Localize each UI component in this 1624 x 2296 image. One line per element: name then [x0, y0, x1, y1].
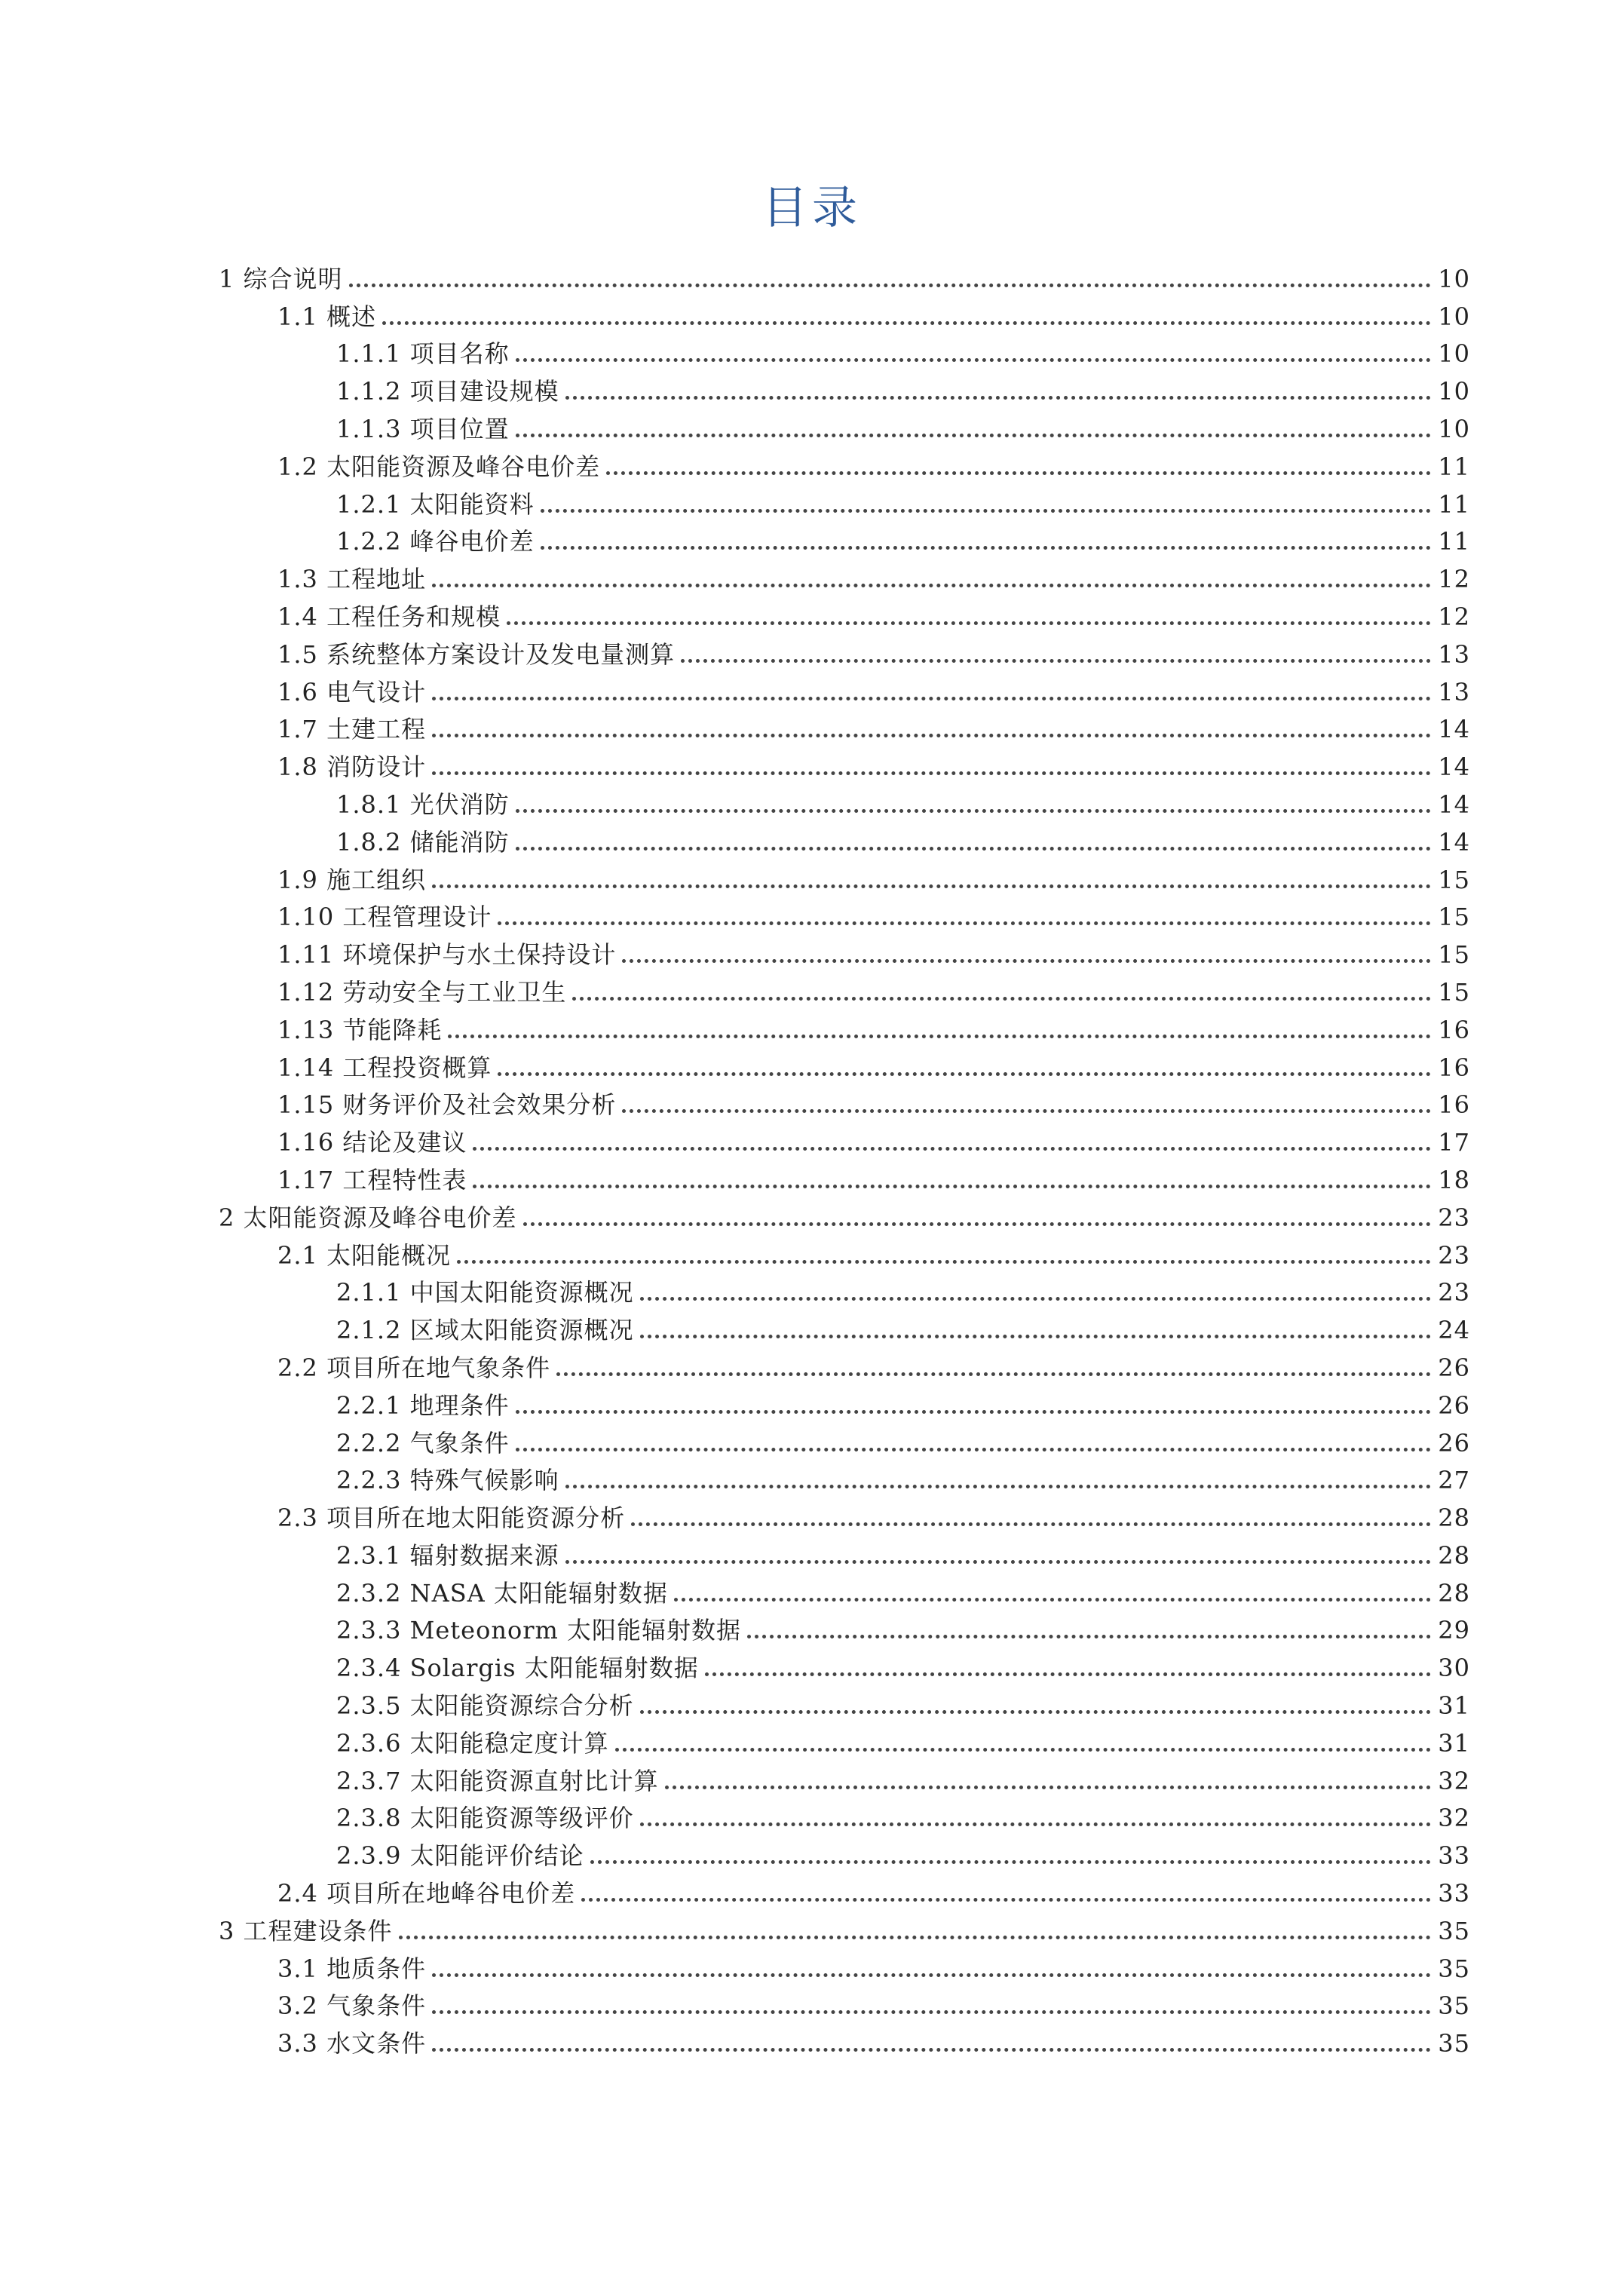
- toc-entry-page-number: 35: [1438, 2029, 1470, 2058]
- toc-entry-page-number: 17: [1438, 1128, 1470, 1157]
- toc-entry-page-number: 26: [1438, 1390, 1470, 1420]
- toc-entry-page-number: 35: [1438, 1916, 1470, 1945]
- toc-entry-page-number: 27: [1438, 1466, 1470, 1495]
- toc-dot-leader: [432, 564, 1431, 594]
- toc-dot-leader: [615, 1728, 1431, 1758]
- toc-entry[interactable]: [219, 1383, 1470, 1421]
- toc-entry[interactable]: [219, 369, 1470, 406]
- toc-entry-label: 1.16 结论及建议: [277, 1128, 467, 1157]
- toc-dot-leader: [498, 1053, 1431, 1083]
- toc-entry-label: 1.2 太阳能资源及峰谷电价差: [277, 452, 601, 481]
- toc-entry-page-number: 31: [1438, 1728, 1470, 1758]
- toc-dot-leader: [432, 677, 1431, 707]
- toc-entry[interactable]: [219, 1233, 1470, 1271]
- toc-entry[interactable]: [219, 1645, 1470, 1683]
- toc-dot-leader: [432, 865, 1431, 895]
- page-title: 目录: [762, 182, 862, 235]
- toc-entry[interactable]: [219, 744, 1470, 782]
- toc-entry-label: 2.2.3 特殊气候影响: [336, 1466, 559, 1495]
- toc-entry-label: 1.8 消防设计: [277, 753, 427, 782]
- toc-entry-label: 3.3 水文条件: [277, 2029, 427, 2058]
- toc-dot-leader: [541, 526, 1431, 556]
- toc-entry-page-number: 14: [1438, 789, 1470, 819]
- toc-dot-leader: [399, 1916, 1431, 1946]
- toc-entry[interactable]: [219, 332, 1470, 369]
- toc-entry-label: 2.2.2 气象条件: [336, 1428, 510, 1458]
- toc-entry-label: 2.3 项目所在地太阳能资源分析: [277, 1504, 626, 1533]
- toc-entry[interactable]: [219, 1871, 1470, 1908]
- toc-dot-leader: [498, 902, 1431, 932]
- toc-entry[interactable]: [219, 294, 1470, 332]
- toc-dot-leader: [432, 714, 1431, 744]
- toc-entry-page-number: 15: [1438, 940, 1470, 970]
- toc-dot-leader: [565, 376, 1431, 406]
- toc-dot-leader: [606, 452, 1431, 482]
- toc-dot-leader: [516, 1428, 1431, 1458]
- toc-entry-label: 2.3.8 太阳能资源等级评价: [336, 1804, 634, 1833]
- toc-dot-leader: [705, 1653, 1431, 1683]
- toc-entry-page-number: 35: [1438, 1954, 1470, 1983]
- toc-entry[interactable]: [219, 1833, 1470, 1871]
- toc-entry-page-number: 11: [1438, 452, 1470, 481]
- toc-entry[interactable]: [219, 1157, 1470, 1195]
- toc-entry[interactable]: [219, 1345, 1470, 1383]
- toc-entry[interactable]: [219, 1007, 1470, 1045]
- toc-entry-page-number: 32: [1438, 1766, 1470, 1795]
- toc-entry-label: 1.17 工程特性表: [277, 1165, 467, 1194]
- toc-entry-label: 1.11 环境保护与水土保持设计: [277, 940, 617, 970]
- toc-entry[interactable]: [219, 1946, 1470, 1984]
- toc-entry-page-number: 10: [1438, 339, 1470, 369]
- toc-dot-leader: [516, 339, 1431, 369]
- toc-entry[interactable]: [219, 1758, 1470, 1796]
- toc-entry[interactable]: [219, 1271, 1470, 1308]
- toc-dot-leader: [681, 639, 1431, 670]
- toc-entry[interactable]: [219, 782, 1470, 820]
- toc-entry-label: 1.13 节能降耗: [277, 1015, 443, 1044]
- toc-entry[interactable]: [219, 895, 1470, 933]
- toc-entry-label: 1.8.1 光伏消防: [336, 789, 510, 819]
- toc-entry[interactable]: [219, 1495, 1470, 1533]
- toc-dot-leader: [622, 940, 1431, 970]
- toc-entry[interactable]: [219, 2021, 1470, 2058]
- toc-dot-leader: [640, 1803, 1431, 1833]
- toc-entry[interactable]: [219, 594, 1470, 632]
- toc-dot-leader: [665, 1766, 1431, 1796]
- toc-dot-leader: [473, 1127, 1431, 1157]
- toc-entry-page-number: 28: [1438, 1504, 1470, 1533]
- toc-dot-leader: [507, 602, 1431, 632]
- toc-entry-label: 2.1 太阳能概况: [277, 1240, 452, 1270]
- toc-entry[interactable]: [219, 1083, 1470, 1120]
- toc-entry-label: 2 太阳能资源及峰谷电价差: [219, 1203, 517, 1232]
- toc-dot-leader: [473, 1165, 1431, 1195]
- toc-entry[interactable]: [219, 1045, 1470, 1083]
- toc-dot-leader: [541, 489, 1431, 520]
- toc-dot-leader: [565, 1540, 1431, 1571]
- toc-entry[interactable]: [219, 1908, 1470, 1946]
- toc-entry[interactable]: [219, 932, 1470, 970]
- toc-entry[interactable]: [219, 256, 1470, 294]
- toc-entry[interactable]: [219, 482, 1470, 520]
- toc-dot-leader: [565, 1465, 1431, 1495]
- toc-entry-page-number: 14: [1438, 753, 1470, 782]
- toc-dot-leader: [382, 302, 1431, 332]
- toc-entry-page-number: 32: [1438, 1804, 1470, 1833]
- toc-entry[interactable]: [219, 1984, 1470, 2022]
- toc-entry-page-number: 23: [1438, 1278, 1470, 1307]
- toc-entry-label: 1 综合说明: [219, 264, 343, 293]
- toc-entry-page-number: 16: [1438, 1053, 1470, 1082]
- toc-dot-leader: [432, 1991, 1431, 2021]
- toc-dot-leader: [674, 1578, 1431, 1608]
- toc-entry-label: 2.3.2 NASA 太阳能辐射数据: [336, 1578, 668, 1608]
- toc-dot-leader: [581, 1878, 1431, 1908]
- toc-entry-page-number: 24: [1438, 1316, 1470, 1345]
- toc-entry-page-number: 15: [1438, 903, 1470, 932]
- toc-entry-label: 1.6 电气设计: [277, 677, 427, 707]
- toc-entry[interactable]: [219, 1533, 1470, 1571]
- toc-entry-label: 3.2 气象条件: [277, 1991, 427, 2021]
- toc-dot-leader: [432, 752, 1431, 782]
- toc-entry-page-number: 10: [1438, 414, 1470, 443]
- toc-entry-label: 1.1 概述: [277, 302, 377, 331]
- toc-dot-leader: [747, 1615, 1431, 1645]
- toc-entry-label: 1.1.3 项目位置: [336, 414, 510, 443]
- toc-entry-page-number: 12: [1438, 565, 1470, 594]
- toc-entry-label: 2.3.9 太阳能评价结论: [336, 1841, 584, 1871]
- toc-entry[interactable]: [219, 670, 1470, 707]
- toc-entry-page-number: 30: [1438, 1654, 1470, 1683]
- toc-entry[interactable]: [219, 1796, 1470, 1834]
- toc-dot-leader: [448, 1015, 1431, 1045]
- toc-entry-page-number: 23: [1438, 1240, 1470, 1270]
- toc-entry-label: 1.12 劳动安全与工业卫生: [277, 977, 567, 1007]
- toc-entry-page-number: 13: [1438, 639, 1470, 669]
- toc-dot-leader: [457, 1240, 1431, 1271]
- toc-dot-leader: [590, 1841, 1431, 1871]
- toc-dot-leader: [640, 1277, 1431, 1307]
- toc-entry-page-number: 12: [1438, 602, 1470, 631]
- toc-dot-leader: [622, 1090, 1431, 1120]
- toc-dot-leader: [572, 977, 1431, 1007]
- toc-entry-page-number: 33: [1438, 1841, 1470, 1871]
- toc-dot-leader: [516, 827, 1431, 857]
- toc-entry-label: 2.4 项目所在地峰谷电价差: [277, 1879, 576, 1908]
- toc-entry-label: 1.3 工程地址: [277, 565, 427, 594]
- toc-entry-label: 2.3.4 Solargis 太阳能辐射数据: [336, 1654, 699, 1683]
- toc-entry-page-number: 26: [1438, 1428, 1470, 1458]
- toc-entry-label: 3.1 地质条件: [277, 1954, 427, 1983]
- toc-entry-page-number: 15: [1438, 977, 1470, 1007]
- toc-entry[interactable]: [219, 444, 1470, 482]
- toc-entry-page-number: 14: [1438, 827, 1470, 857]
- toc-entry[interactable]: [219, 520, 1470, 557]
- toc-entry-page-number: 28: [1438, 1540, 1470, 1570]
- toc-entry-page-number: 31: [1438, 1691, 1470, 1721]
- toc-entry-label: 2.1.2 区域太阳能资源概况: [336, 1316, 634, 1345]
- toc-entry-label: 1.15 财务评价及社会效果分析: [277, 1090, 617, 1120]
- toc-dot-leader: [432, 1954, 1431, 1984]
- toc-entry-page-number: 11: [1438, 527, 1470, 556]
- toc-entry-page-number: 35: [1438, 1991, 1470, 2021]
- toc-entry-page-number: 33: [1438, 1879, 1470, 1908]
- toc-entry[interactable]: [219, 556, 1470, 594]
- toc-dot-leader: [516, 1390, 1431, 1421]
- toc-entry-label: 2.2.1 地理条件: [336, 1390, 510, 1420]
- toc-dot-leader: [516, 414, 1431, 444]
- toc-entry[interactable]: [219, 707, 1470, 745]
- toc-entry-label: 1.7 土建工程: [277, 715, 427, 744]
- toc-entry-page-number: 26: [1438, 1353, 1470, 1382]
- toc-dot-leader: [556, 1353, 1431, 1383]
- toc-entry[interactable]: [219, 1721, 1470, 1758]
- toc-entry-label: 2.3.3 Meteonorm 太阳能辐射数据: [336, 1616, 742, 1645]
- toc-entry[interactable]: [219, 1421, 1470, 1458]
- toc-dot-leader: [523, 1203, 1431, 1233]
- toc-entry-page-number: 29: [1438, 1616, 1470, 1645]
- toc-entry-page-number: 11: [1438, 489, 1470, 519]
- toc-entry-page-number: 10: [1438, 264, 1470, 293]
- table-of-contents: [219, 256, 1470, 2058]
- toc-entry-page-number: 14: [1438, 715, 1470, 744]
- toc-entry-label: 2.3.1 辐射数据来源: [336, 1540, 559, 1570]
- toc-entry[interactable]: [219, 857, 1470, 895]
- toc-entry-label: 2.3.6 太阳能稳定度计算: [336, 1728, 609, 1758]
- toc-dot-leader: [349, 264, 1431, 294]
- toc-entry-page-number: 23: [1438, 1203, 1470, 1232]
- toc-dot-leader: [432, 2028, 1431, 2058]
- toc-entry-label: 2.1.1 中国太阳能资源概况: [336, 1278, 634, 1307]
- toc-entry-page-number: 16: [1438, 1090, 1470, 1120]
- toc-dot-leader: [516, 789, 1431, 820]
- toc-entry[interactable]: [219, 1307, 1470, 1345]
- toc-entry-label: 2.2 项目所在地气象条件: [277, 1353, 551, 1382]
- toc-entry-page-number: 10: [1438, 302, 1470, 331]
- toc-entry[interactable]: [219, 820, 1470, 857]
- toc-entry[interactable]: [219, 1683, 1470, 1721]
- toc-entry-page-number: 18: [1438, 1165, 1470, 1194]
- toc-entry-label: 1.2.1 太阳能资料: [336, 489, 535, 519]
- toc-entry[interactable]: [219, 632, 1470, 670]
- toc-dot-leader: [631, 1503, 1431, 1533]
- toc-dot-leader: [640, 1315, 1431, 1345]
- toc-entry-label: 2.3.5 太阳能资源综合分析: [336, 1691, 634, 1721]
- toc-entry-label: 1.2.2 峰谷电价差: [336, 527, 535, 556]
- toc-entry-label: 1.9 施工组织: [277, 865, 427, 894]
- toc-entry[interactable]: [219, 1120, 1470, 1157]
- toc-entry-page-number: 10: [1438, 377, 1470, 406]
- toc-entry-label: 1.10 工程管理设计: [277, 903, 492, 932]
- toc-entry-label: 1.1.2 项目建设规模: [336, 377, 559, 406]
- toc-entry-label: 1.5 系统整体方案设计及发电量测算: [277, 639, 676, 669]
- toc-entry-page-number: 15: [1438, 865, 1470, 894]
- toc-entry[interactable]: [219, 1571, 1470, 1608]
- toc-entry[interactable]: [219, 406, 1470, 444]
- toc-entry-page-number: 28: [1438, 1578, 1470, 1608]
- toc-entry-label: 1.8.2 储能消防: [336, 827, 510, 857]
- toc-dot-leader: [640, 1691, 1431, 1721]
- toc-entry[interactable]: [219, 1608, 1470, 1646]
- toc-entry-label: 3 工程建设条件: [219, 1916, 393, 1945]
- toc-entry[interactable]: [219, 1458, 1470, 1496]
- toc-entry-label: 1.1.1 项目名称: [336, 339, 510, 369]
- toc-entry-label: 2.3.7 太阳能资源直射比计算: [336, 1766, 659, 1795]
- toc-entry[interactable]: [219, 1195, 1470, 1233]
- toc-entry-label: 1.4 工程任务和规模: [277, 602, 501, 631]
- toc-entry-label: 1.14 工程投资概算: [277, 1053, 492, 1082]
- toc-entry[interactable]: [219, 970, 1470, 1007]
- toc-entry-page-number: 13: [1438, 677, 1470, 707]
- toc-entry-page-number: 16: [1438, 1015, 1470, 1044]
